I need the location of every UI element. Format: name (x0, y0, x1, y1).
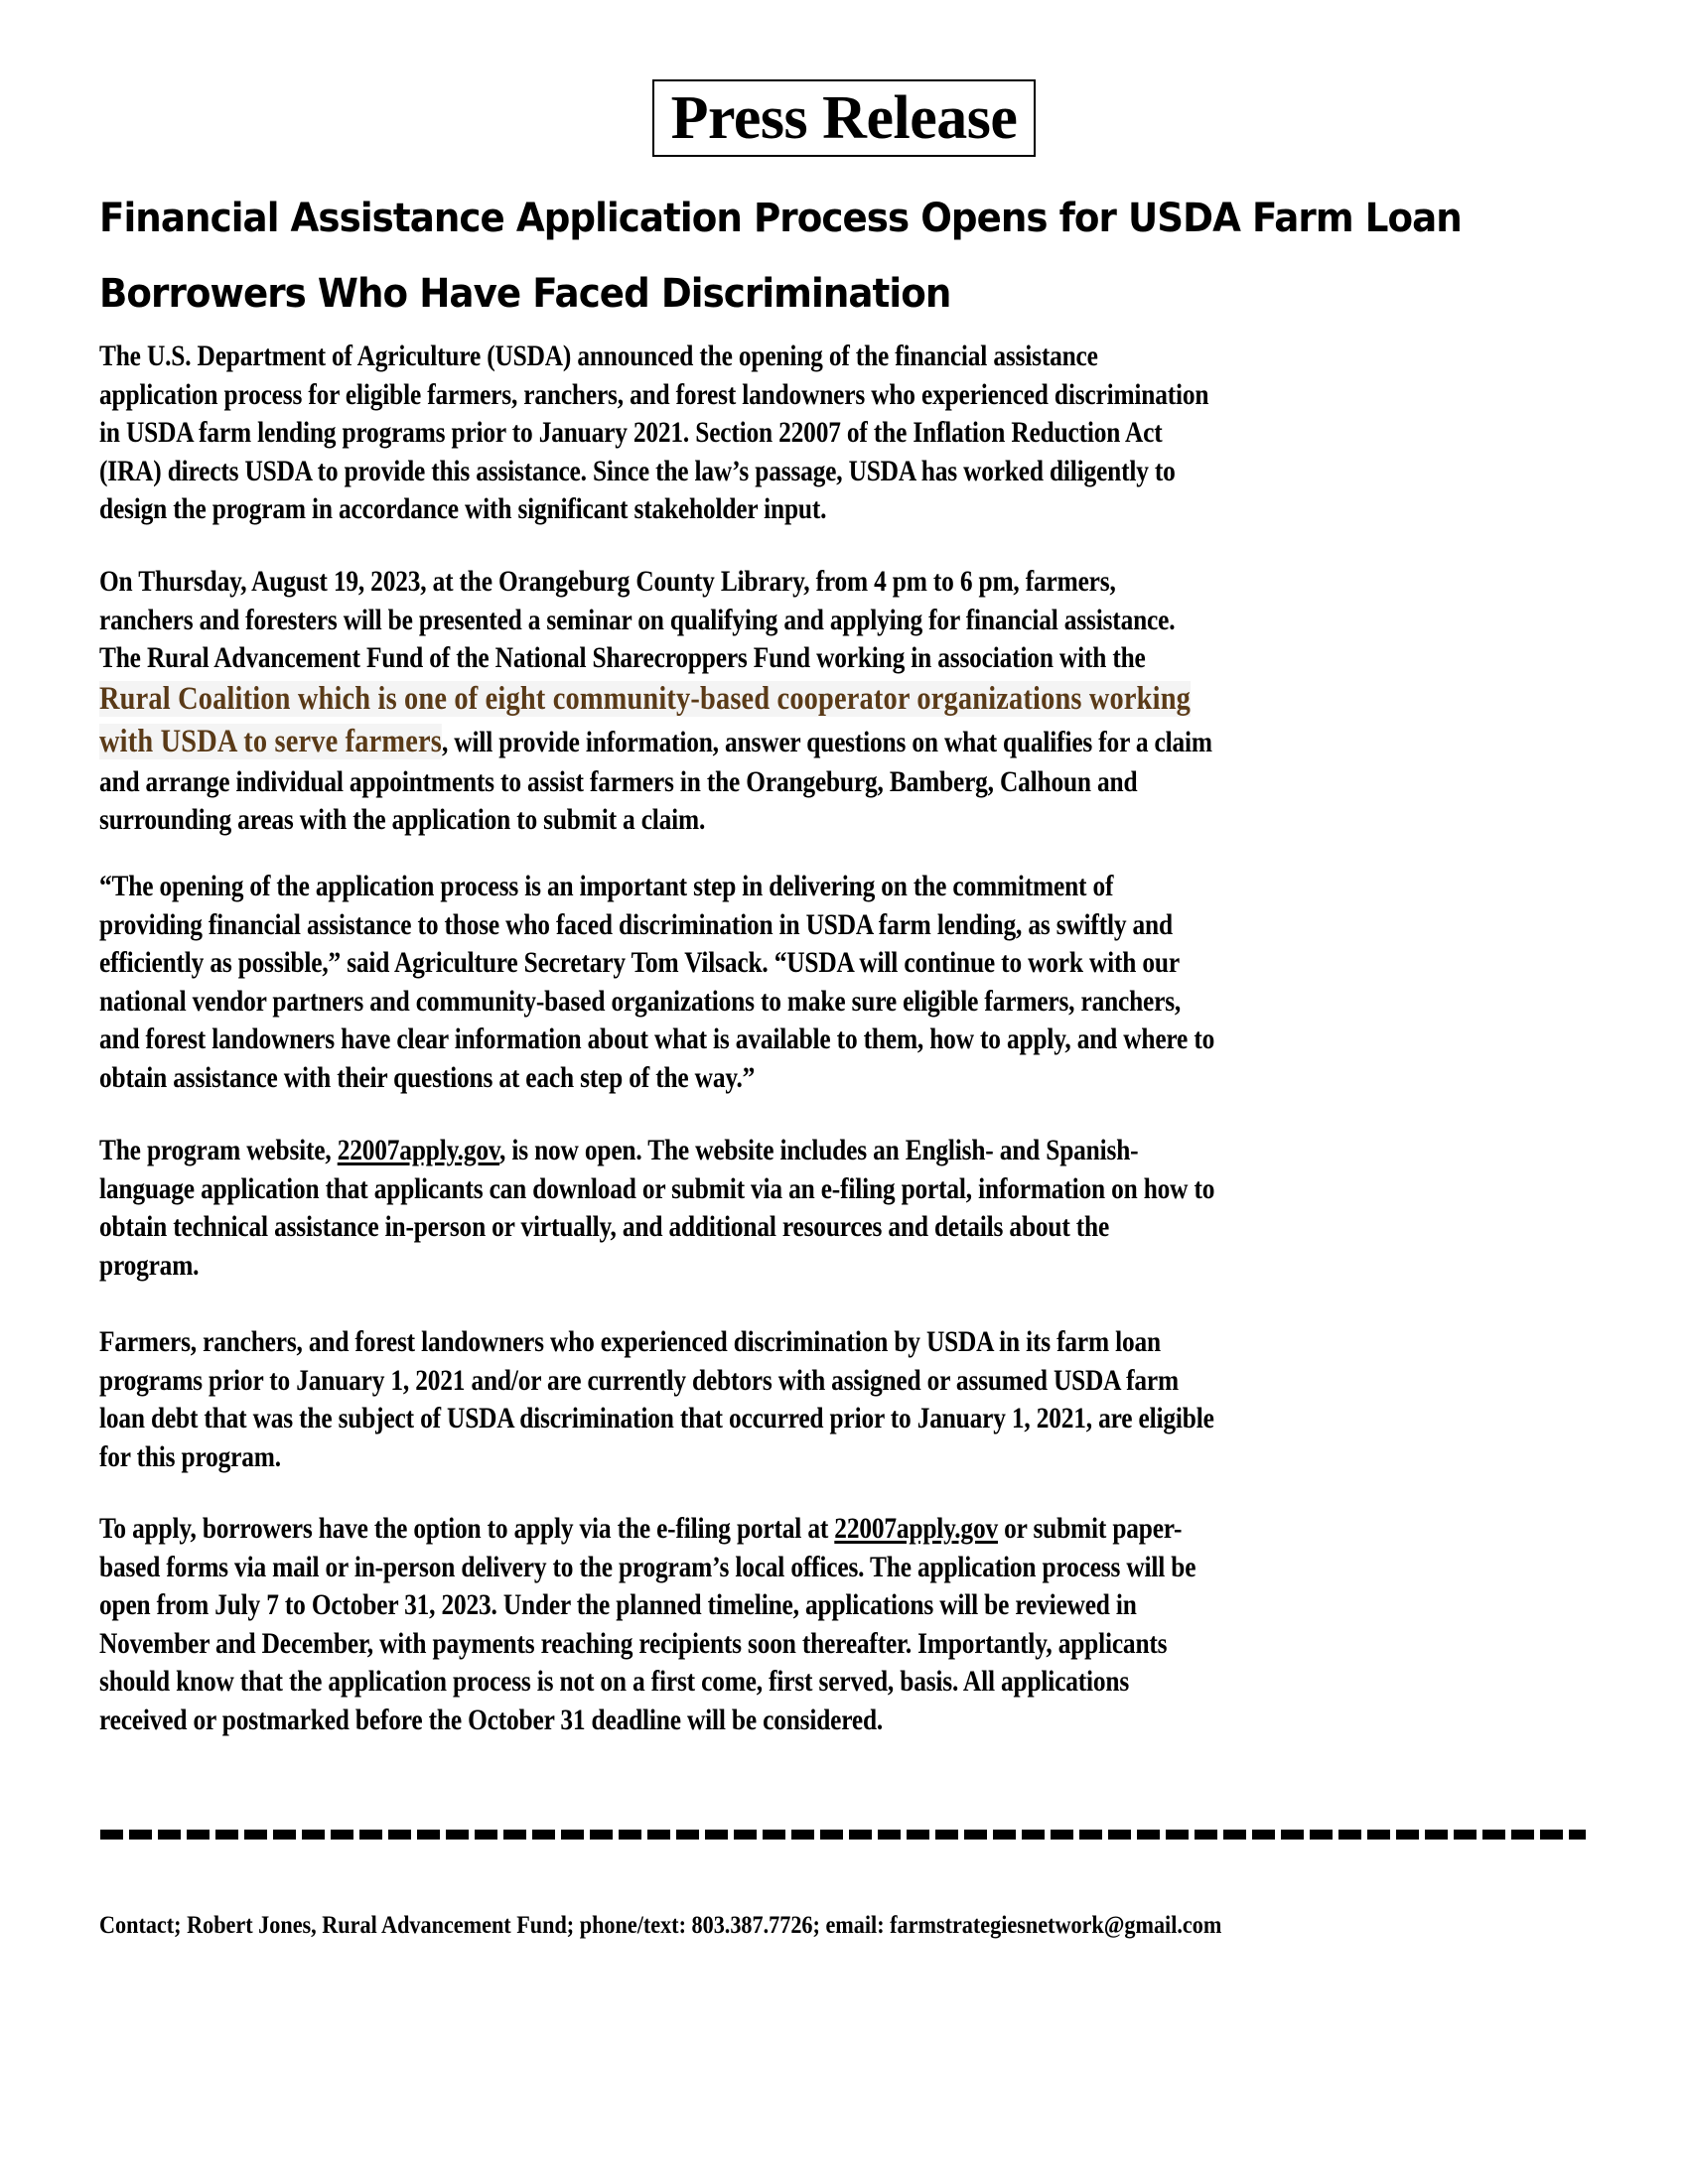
text-line (99, 678, 1432, 721)
text-line: The Rural Advancement Fund of the National Sharecroppers Fund working in association with the (99, 642, 1146, 675)
highlighted-text: with USDA to serve farmers (99, 723, 442, 759)
text-segment: or submit paper- (997, 1513, 1183, 1545)
text-line: Farmers, ranchers, and forest landowners who experienced discrimination by USDA in its farm loan (99, 1326, 1161, 1358)
text-line: programs prior to January 1, 2021 and/or are currently debtors with assigned or assumed USDA farm (99, 1364, 1179, 1397)
text-line: design the program in accordance with significant stakeholder input. (99, 493, 827, 526)
text-segment: , is now open. The website includes an English- and Spanish- (499, 1135, 1139, 1166)
text-line: language application that applicants can download or submit via an e-filing portal, information on how to (99, 1172, 1215, 1205)
text-segment: , will provide information, answer questions on what qualifies for a claim (441, 726, 1212, 758)
text-line (99, 721, 1432, 763)
text-line: obtain assistance with their questions at each step of the way.” (99, 1061, 756, 1094)
text-line (99, 1132, 1432, 1170)
paragraph-seminar (99, 563, 1648, 840)
text-line: for this program. (99, 1440, 281, 1473)
text-line: On Thursday, August 19, 2023, at the Orangeburg County Library, from 4 pm to 6 pm, farmers, (99, 566, 1116, 598)
text-line: based forms via mail or in-person delivery to the program’s local offices. The application process will be (99, 1551, 1196, 1583)
text-line: national vendor partners and community-based organizations to make sure eligible farmers, ranchers, (99, 985, 1182, 1018)
press-release-label: Press Release (670, 84, 1018, 152)
text-line: obtain technical assistance in-person or virtually, and additional resources and details about the (99, 1211, 1110, 1244)
text-line: should know that the application process is not on a first come, first served, basis. All applications (99, 1666, 1130, 1699)
text-line: surrounding areas with the application to submit a claim. (99, 804, 706, 837)
text-line: providing financial assistance to those who faced discrimination in USDA farm lending, as swiftly and (99, 908, 1173, 941)
text-segment: The program website, (99, 1135, 338, 1166)
contact-info: Contact; Robert Jones, Rural Advancement Fund; phone/text: 803.387.7726; email: farmstrategiesnetwork@gmail.com (99, 1910, 1222, 1939)
text-segment: To apply, borrowers have the option to apply via the e-filing portal at (99, 1513, 835, 1545)
text-line: ranchers and foresters will be presented a seminar on qualifying and applying for financial assistance. (99, 604, 1176, 636)
text-line: and arrange individual appointments to assist farmers in the Orangeburg, Bamberg, Calhoun and (99, 765, 1138, 798)
text-line: application process for eligible farmers, ranchers, and forest landowners who experienced discrimination (99, 378, 1209, 411)
press-release-label-box (652, 79, 1036, 157)
text-line: “The opening of the application process is an important step in delivering on the commitment of (99, 871, 1114, 902)
paragraph-website (99, 1132, 1648, 1285)
text-line: received or postmarked before the October 31 deadline will be considered. (99, 1704, 884, 1736)
text-line: open from July 7 to October 31, 2023. Under the planned timeline, applications will be reviewed in (99, 1589, 1137, 1622)
text-line: The U.S. Department of Agriculture (USDA) announced the opening of the financial assistance (99, 341, 1098, 372)
text-line: and forest landowners have clear information about what is available to them, how to apply, and where to (99, 1024, 1215, 1056)
efiling-portal-link[interactable]: 22007apply.gov (834, 1513, 998, 1545)
text-line: November and December, with payments reaching recipients soon thereafter. Importantly, applicants (99, 1627, 1168, 1660)
paragraph-eligibility (99, 1323, 1648, 1476)
text-line: (IRA) directs USDA to provide this assistance. Since the law’s passage, USDA has worked diligently to (99, 455, 1176, 487)
text-line: program. (99, 1249, 200, 1282)
text-line: efficiently as possible,” said Agriculture Secretary Tom Vilsack. “USDA will continue to work with our (99, 947, 1180, 980)
paragraph-quote (99, 868, 1648, 1098)
dashed-divider (100, 1830, 1586, 1840)
highlighted-text: Rural Coalition which is one of eight community-based cooperator organizations working (99, 680, 1192, 717)
headline-line-1: Financial Assistance Application Process Opens for USDA Farm Loan (99, 196, 1462, 241)
headline-line-2: Borrowers Who Have Faced Discrimination (99, 271, 951, 317)
text-line: in USDA farm lending programs prior to January 2021. Section 22007 of the Inflation Reduction Act (99, 417, 1163, 450)
text-line (99, 1510, 1432, 1549)
text-line: loan debt that was the subject of USDA discrimination that occurred prior to January 1, 2021, are eligible (99, 1403, 1214, 1435)
paragraph-announcement (99, 338, 1648, 529)
paragraph-how-to-apply (99, 1510, 1648, 1740)
website-link[interactable]: 22007apply.gov (337, 1135, 500, 1166)
